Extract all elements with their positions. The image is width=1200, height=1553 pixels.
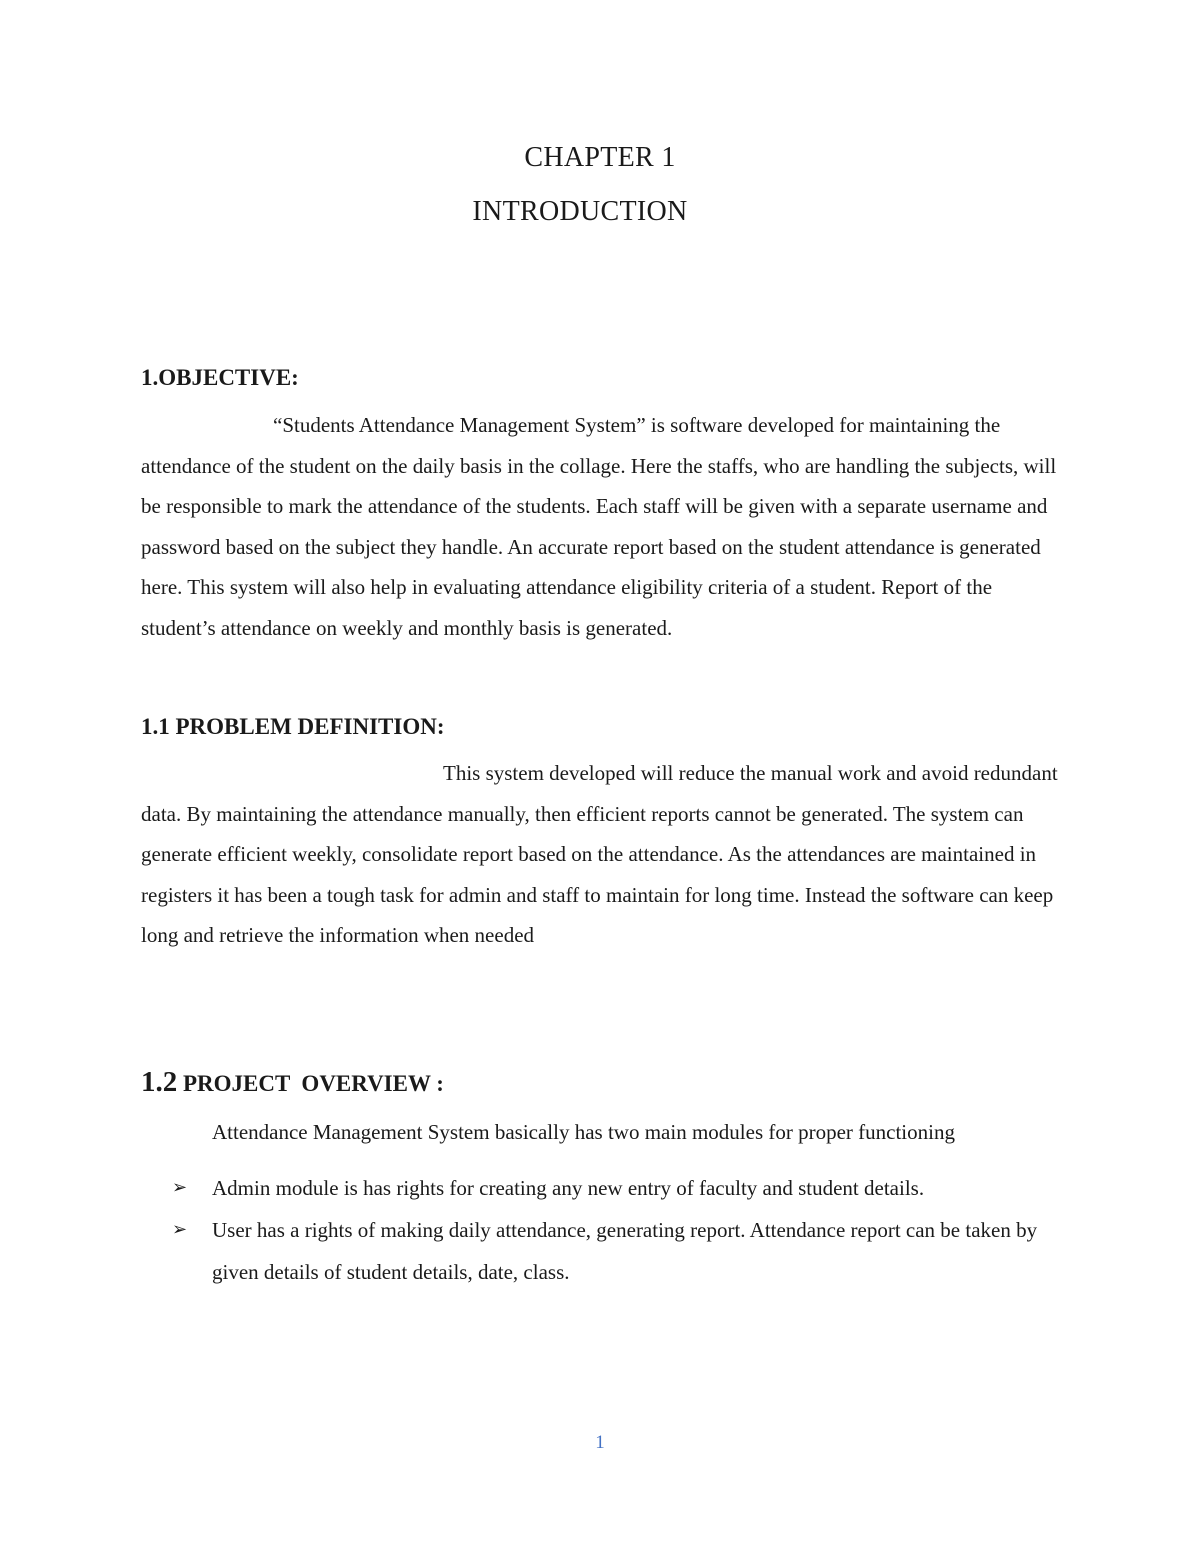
project-overview-number: 1.2 [141, 1066, 178, 1098]
arrowhead-bullet-icon: ➢ [172, 1177, 188, 1198]
list-item [172, 1209, 1072, 1293]
problem-definition-heading: 1.1 PROBLEM DEFINITION: [141, 714, 445, 739]
list-item [172, 1167, 1072, 1209]
project-overview-title: PROJECT OVERVIEW : [183, 1071, 444, 1096]
chapter-title: CHAPTER 1 [524, 142, 676, 173]
project-overview-heading [141, 1066, 444, 1099]
chapter-subtitle: INTRODUCTION [472, 196, 688, 227]
objective-paragraph: “Students Attendance Management System” is software developed for maintaining the attendance of the student on the daily basis in the collage. Here the staffs, who are handling the subjects, will be responsible to mark the attendance of the students. Each staff will be given with a separate username and password based on the subject they handle. An accurate report based on the student attendance is generated here. This system will also help in evaluating attendance eligibility criteria of a student. Report of the student’s attendance on weekly and monthly basis is generated. [141, 413, 1057, 640]
objective-heading: 1.OBJECTIVE: [141, 365, 299, 390]
list-item-text: User has a rights of making daily attendance, generating report. Attendance report can be taken by given details of student details, date, class. [212, 1218, 1038, 1284]
arrowhead-bullet-icon: ➢ [172, 1219, 188, 1240]
module-list [172, 1167, 1072, 1293]
project-overview-intro: Attendance Management System basically has two main modules for proper functioning [212, 1120, 955, 1144]
list-item-text: Admin module is has rights for creating any new entry of faculty and student details. [212, 1176, 925, 1200]
problem-definition-paragraph: This system developed will reduce the manual work and avoid redundant data. By maintaining the attendance manually, then efficient reports cannot be generated. The system can generate efficient weekly, consolidate report based on the attendance. As the attendances are maintained in registers it has been a tough task for admin and staff to maintain for long time. Instead the software can keep long and retrieve the information when needed [141, 761, 1058, 947]
page-number: 1 [595, 1432, 605, 1453]
